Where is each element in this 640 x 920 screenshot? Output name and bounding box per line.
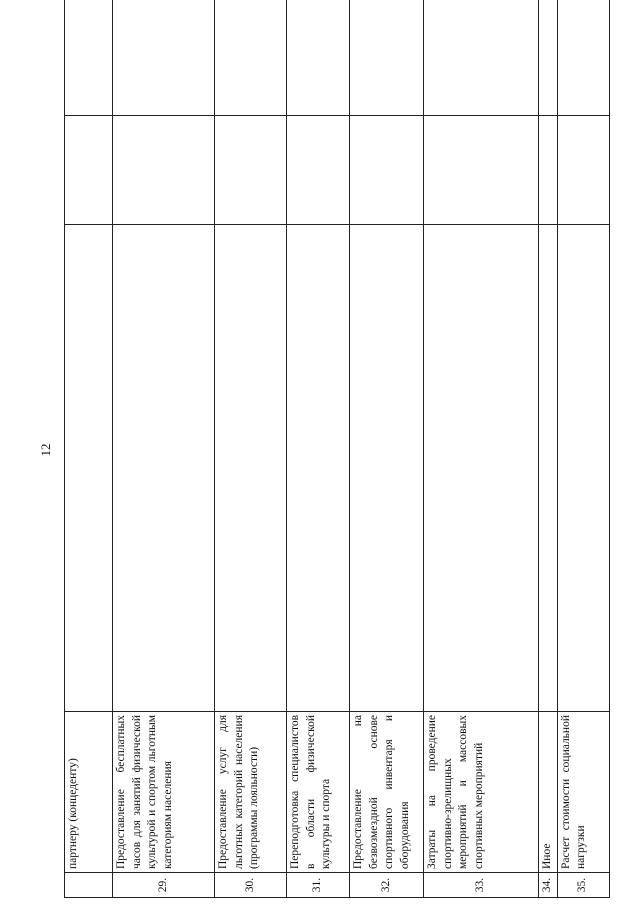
empty-cell [113,0,215,116]
empty-cell [350,225,424,712]
empty-cell [287,116,350,225]
row-name: партнеру (концеденту) [65,712,113,873]
page-number: 12 [38,443,53,457]
empty-cell [65,0,113,116]
table-row [539,0,558,898]
empty-cell [350,0,424,116]
empty-cell [557,0,609,116]
empty-cell [557,116,609,225]
row-number: 34. [539,873,558,898]
row-number: 31. [287,873,350,898]
row-number: 33. [424,873,539,898]
table-row [557,0,609,898]
table-row [65,0,113,898]
row-number [65,873,113,898]
empty-cell [215,0,287,116]
table-row [287,0,350,898]
empty-cell [539,0,558,116]
empty-cell [424,225,539,712]
empty-cell [215,225,287,712]
row-name: Расчет стоимости социальной нагрузки [557,712,609,873]
empty-cell [557,225,609,712]
empty-cell [539,116,558,225]
empty-cell [113,116,215,225]
row-name: Предоставление услуг для льготных категорий населения (программы лояльности) [215,712,287,873]
row-number: 30. [215,873,287,898]
row-number: 35. [557,873,609,898]
empty-cell [350,116,424,225]
table-row [215,0,287,898]
table-row [350,0,424,898]
empty-cell [424,0,539,116]
row-name: Затраты на проведение спортивно-зрелищных мероприятий и массовых спортивных мероприятий [424,712,539,873]
social-load-table-rotated [64,18,608,898]
empty-cell [113,225,215,712]
empty-cell [215,116,287,225]
row-name: Предоставление бесплатных часов для занятий физической культурой и спортом льготным категориям населения [113,712,215,873]
row-name: Переподготовка специалистов в области физической культуры и спорта [287,712,350,873]
empty-cell [287,0,350,116]
row-number: 29. [113,873,215,898]
empty-cell [287,225,350,712]
row-number: 32. [350,873,424,898]
table-row [113,0,215,898]
social-load-table [64,0,610,898]
row-name: Иное [539,712,558,873]
empty-cell [539,225,558,712]
empty-cell [65,225,113,712]
row-name: Предоставление на безвозмездной основе спортивного инвентаря и оборудования [350,712,424,873]
table-row [424,0,539,898]
empty-cell [424,116,539,225]
empty-cell [65,116,113,225]
